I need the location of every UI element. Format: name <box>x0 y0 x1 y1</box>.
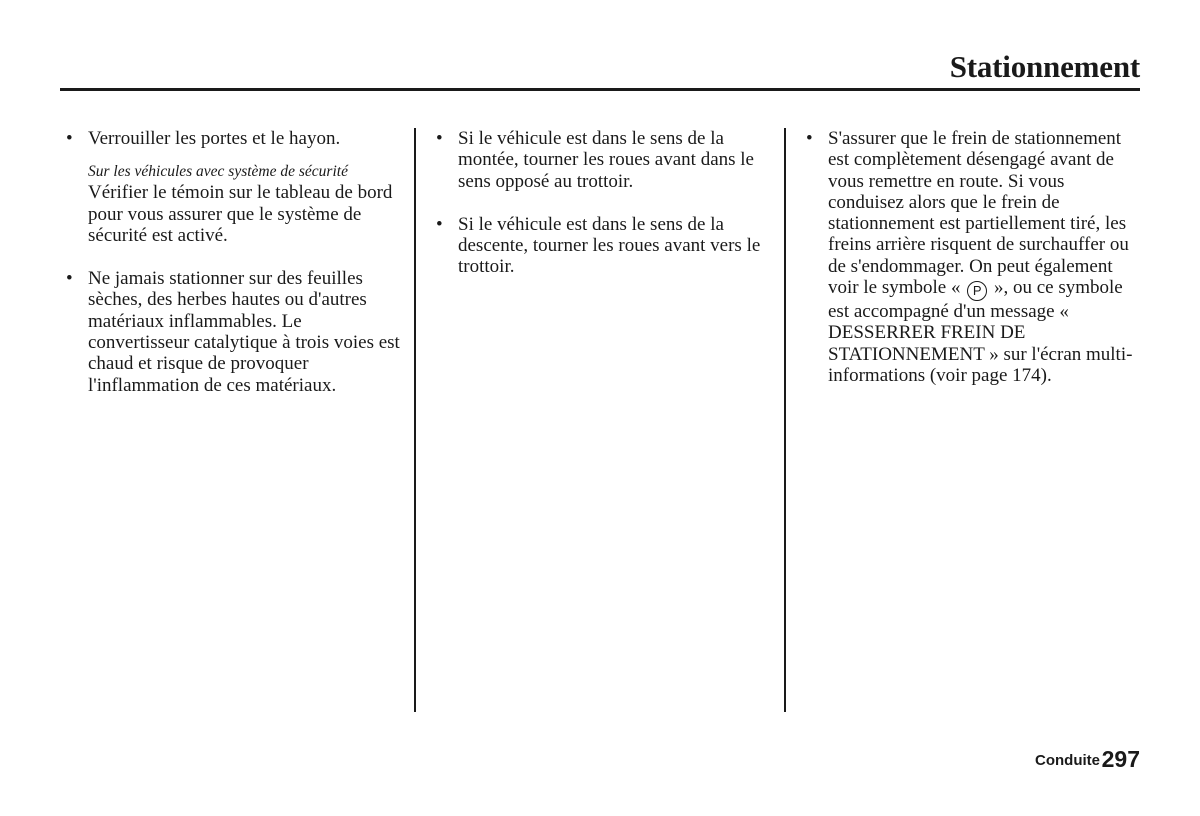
column-divider <box>414 128 416 712</box>
note-heading: Sur les véhicules avec système de sécurité <box>88 163 348 181</box>
column-1 <box>66 128 401 418</box>
list-item-text: Ne jamais stationner sur des feuilles sèches, des herbes hautes ou d'autres matériaux inflammables. Le convertisseur catalytique à trois voies est chaud et risque de provoquer l'inflammation de ces matériaux. <box>88 268 400 396</box>
list-item <box>66 128 401 246</box>
bullet-icon: • <box>806 128 813 149</box>
bullet-icon: • <box>436 213 443 235</box>
list-item <box>436 214 771 278</box>
text-before-symbol: S'assurer que le frein de stationnement est complètement désengagé avant de vous remettre en route. Si vous conduisez alors que le frein de stationnement est partiellement tiré, les freins arrière risquent de surchauffer ou de s'endommager. On peut également voir le symbole « <box>828 128 1129 299</box>
list-item-text: Si le véhicule est dans le sens de la montée, tourner les roues avant dans le sens opposé au trottoir. <box>458 128 754 192</box>
page-title: Stationnement <box>949 49 1140 84</box>
list-item-text: Si le véhicule est dans le sens de la descente, tourner les roues avant vers le trottoir. <box>458 213 761 278</box>
list-item-text <box>828 128 1141 386</box>
bullet-icon: • <box>436 128 443 149</box>
column-3 <box>806 128 1141 408</box>
list-item <box>436 128 771 192</box>
bullet-icon: • <box>66 268 73 290</box>
list-item-text: Verrouiller les portes et le hayon. <box>88 128 341 149</box>
header-rule <box>60 88 1140 91</box>
bullet-icon: • <box>66 128 73 149</box>
footer-section-label: Conduite <box>1035 752 1100 769</box>
column-2 <box>436 128 771 300</box>
text-after-symbol: », ou ce symbole est accompagné d'un message « DESSERRER FREIN DE STATIONNEMENT » sur l'écran multi-informations (voir page 174). <box>828 277 1133 386</box>
parking-brake-icon: P <box>967 281 987 301</box>
list-item <box>66 268 401 396</box>
column-divider <box>784 128 786 712</box>
page-number: 297 <box>1101 746 1140 772</box>
note-text: Vérifier le témoin sur le tableau de bord pour vous assurer que le système de sécurité est activé. <box>88 182 393 246</box>
list-item <box>806 128 1141 386</box>
